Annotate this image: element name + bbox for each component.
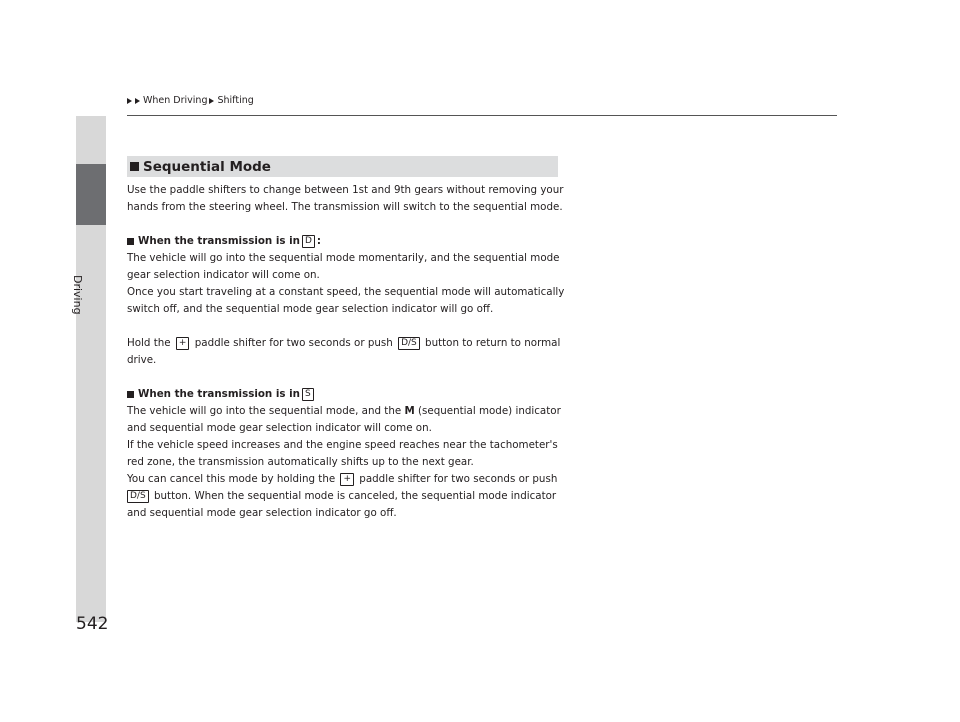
paragraph-line: drive. (127, 354, 157, 366)
s-key-icon: S (302, 388, 314, 401)
plus-key-icon: + (176, 337, 190, 350)
section-title: Sequential Mode (143, 158, 271, 175)
breadcrumb (127, 95, 254, 106)
sidebar-label: Driving (71, 275, 84, 315)
sidebar-tab-marker (76, 164, 106, 225)
square-bullet-icon (127, 238, 134, 245)
square-bullet-icon (127, 391, 134, 398)
page-number: 542 (76, 614, 109, 634)
paragraph-line: D/S button. When the sequential mode is canceled, the sequential mode indicator (127, 488, 567, 505)
breadcrumb-arrow-icon (209, 98, 214, 104)
header-rule (127, 115, 837, 116)
paragraph-line: If the vehicle speed increases and the engine speed reaches near the tachometer's (127, 439, 558, 451)
breadcrumb-arrow-icon (135, 98, 140, 104)
breadcrumb-item-when-driving[interactable]: When Driving (143, 95, 208, 106)
subheading-s: When the transmission is in S (127, 386, 567, 403)
plus-key-icon: + (340, 473, 354, 486)
paragraph-line: Once you start traveling at a constant speed, the sequential mode will automatically (127, 286, 565, 298)
paragraph-line: Hold the + paddle shifter for two seconds or push D/S button to return to normal (127, 337, 561, 349)
paragraph-line: The vehicle will go into the sequential mode momentarily, and the sequential mode (127, 252, 560, 264)
intro-line: Use the paddle shifters to change between 1st and 9th gears without removing your (127, 184, 564, 196)
breadcrumb-item-shifting[interactable]: Shifting (217, 95, 254, 106)
paragraph-line: You can cancel this mode by holding the + paddle shifter for two seconds or push (127, 473, 558, 485)
body-text (127, 182, 567, 522)
ds-key-icon: D/S (127, 490, 149, 503)
square-bullet-icon (130, 162, 139, 171)
ds-key-icon: D/S (398, 337, 420, 350)
m-indicator-label: M (404, 405, 415, 417)
d-key-icon: D (302, 235, 315, 248)
sidebar-tab (76, 116, 106, 622)
breadcrumb-arrow-icon (127, 98, 132, 104)
paragraph-line: and sequential mode gear selection indicator go off. (127, 507, 397, 519)
paragraph-line: red zone, the transmission automatically shifts up to the next gear. (127, 456, 474, 468)
paragraph-line: The vehicle will go into the sequential mode, and the M (sequential mode) indicator (127, 405, 561, 417)
paragraph-line: switch off, and the sequential mode gear selection indicator will go off. (127, 303, 494, 315)
subheading-d: When the transmission is in D : (127, 233, 567, 250)
paragraph-line: gear selection indicator will come on. (127, 269, 320, 281)
section-heading (127, 156, 558, 177)
intro-line: hands from the steering wheel. The transmission will switch to the sequential mode. (127, 201, 563, 213)
paragraph-line: and sequential mode gear selection indicator will come on. (127, 422, 432, 434)
